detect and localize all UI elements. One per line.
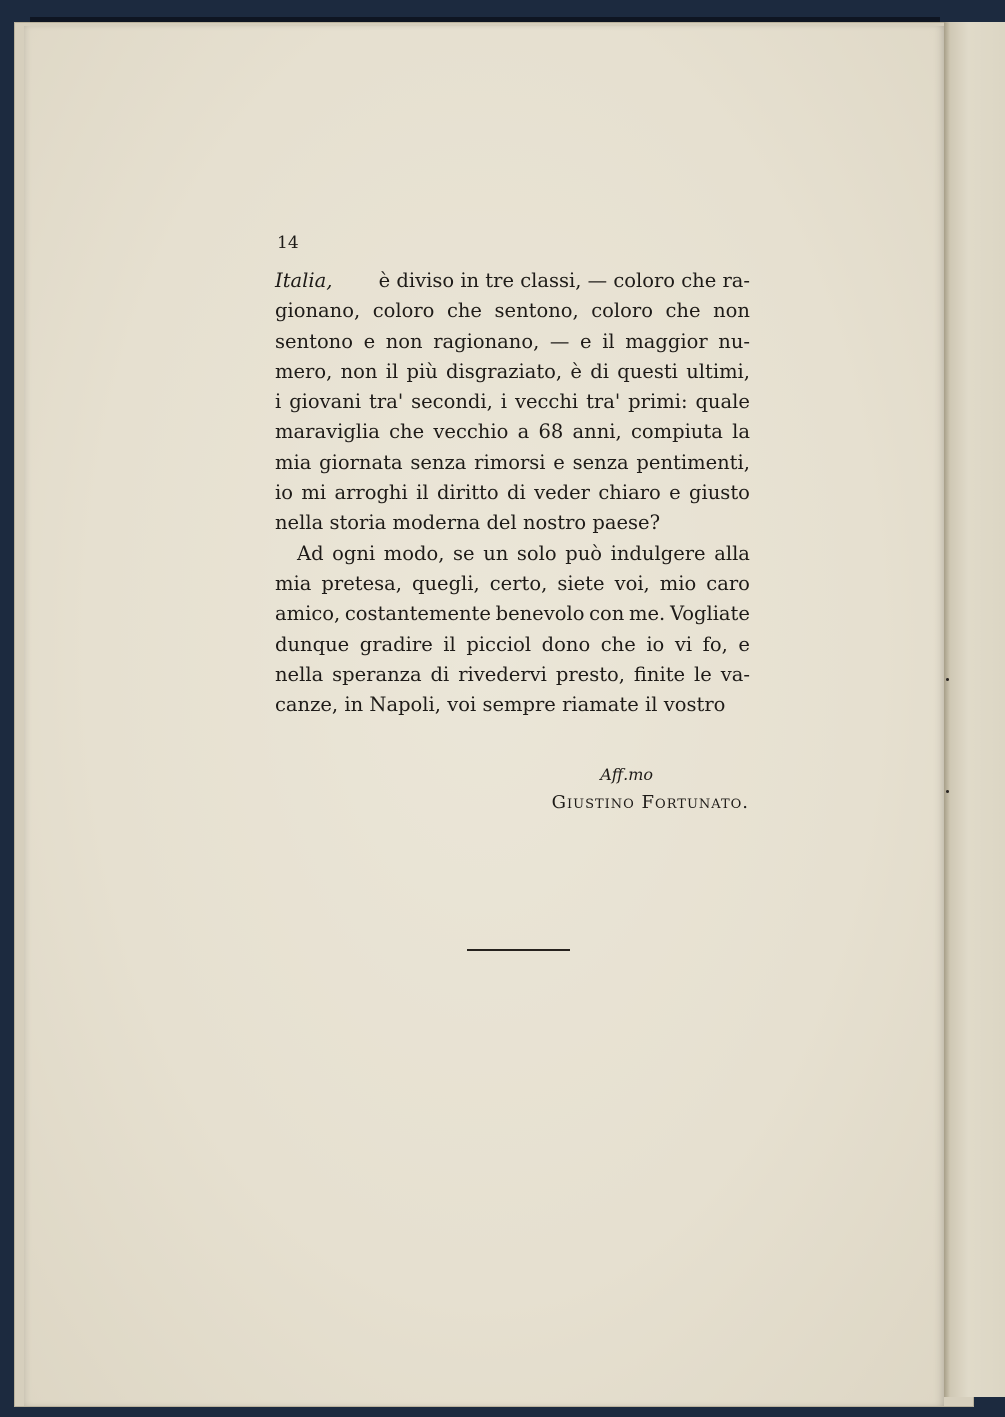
p2-lines-line: amico, costantemente benevolo con me. Vogliate	[275, 602, 750, 626]
p1-lines-line: sentono e non ragionano, — e il maggior nu-	[275, 329, 750, 353]
p1-lines-line: i giovani tra' secondi, i vecchi tra' primi: quale	[275, 390, 750, 414]
paragraph-1-line-1	[275, 266, 750, 296]
signature-closing: Aff.mo	[600, 765, 653, 784]
p2-lines-line: Ad ogni modo, se un solo può indulgere alla	[297, 541, 750, 565]
paragraph-1	[275, 296, 750, 538]
p2-lines-line: mia pretesa, quegli, certo, siete voi, mio caro	[275, 571, 750, 595]
p1-lines-line: io mi arroghi il diritto di veder chiaro e giusto	[275, 481, 750, 505]
p1-lines-line: mia giornata senza rimorsi e senza pentimenti,	[275, 450, 750, 474]
p1-lines-line: maraviglia che vecchio a 68 anni, compiuta la	[275, 420, 750, 444]
p2-lines-line: canze, in Napoli, voi sempre riamate il vostro	[275, 693, 726, 717]
first-line-rest: è diviso in tre classi, — coloro che ra-	[378, 269, 750, 292]
p2-lines-line: dunque gradire il picciol dono che io vi fo, e	[275, 632, 750, 656]
signature-block	[440, 762, 750, 818]
paper-speck	[946, 678, 949, 681]
p1-lines-line: gionano, coloro che sentono, coloro che non	[275, 299, 750, 323]
italic-lead-word: Italia,	[275, 269, 333, 292]
end-rule	[467, 949, 570, 951]
page-number: 14	[277, 233, 299, 253]
paper-speck	[946, 790, 949, 793]
letter-body	[275, 266, 750, 720]
p1-lines-line: mero, non il più disgraziato, è di questi ultimi,	[275, 359, 750, 383]
p1-lines-line: nella storia moderna del nostro paese?	[275, 511, 661, 535]
p2-lines-line: nella speranza di rivedervi presto, finite le va-	[275, 662, 750, 686]
paragraph-2	[275, 539, 750, 721]
facing-page-edge	[944, 22, 1005, 1397]
signature-name: Giustino Fortunato.	[551, 792, 749, 813]
